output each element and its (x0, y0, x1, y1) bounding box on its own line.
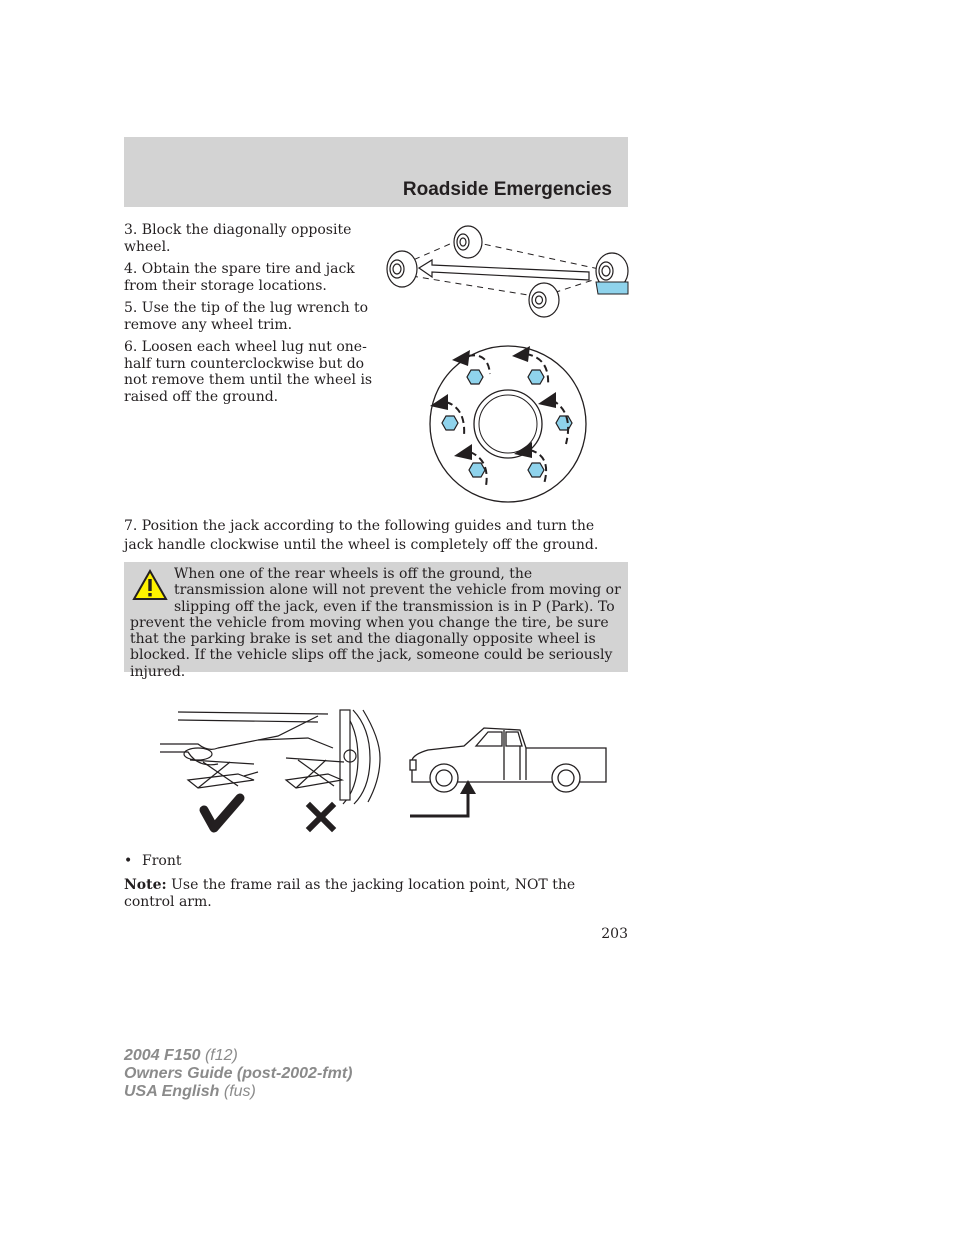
footer-guide: Owners Guide (post-2002-fmt) (124, 1065, 353, 1082)
note-label: Note: (124, 877, 167, 893)
page-number: 203 (601, 926, 628, 942)
note-text: Use the frame rail as the jacking location point, NOT the control arm. (124, 877, 576, 910)
footer-language-code: (fus) (219, 1083, 256, 1100)
warning-text: When one of the rear wheels is off the ground, the transmission alone will not prevent the vehicle from moving or slipping off the jack, even if the transmission is in P (Park). To prevent the vehicle from moving when you change the tire, be sure that the parking brake is set and the diagonally opposite wheel is blocked. If the vehicle slips off the jack, someone could be seriously injured. (130, 566, 621, 680)
lug-nut-illustration (426, 344, 590, 506)
x-mark-icon (310, 806, 332, 828)
footer-model: 2004 F150 (124, 1047, 201, 1064)
truck-illustration (408, 722, 612, 820)
step-3: 3. Block the diagonally opposite wheel. (124, 222, 352, 255)
step-7: 7. Position the jack according to the following guides and turn the jack handle clockwise until the wheel is completely off the ground. (124, 518, 599, 553)
footer-line-2 (124, 1065, 352, 1083)
section-title: Roadside Emergencies (402, 179, 612, 200)
warning-box (124, 562, 628, 680)
bullet-text: Front (142, 853, 182, 869)
footer-line-3 (124, 1083, 352, 1101)
footer-model-code: (f12) (200, 1047, 238, 1064)
footer-line-1 (124, 1047, 352, 1065)
step-5: 5. Use the tip of the lug wrench to remove any wheel trim. (124, 300, 369, 333)
wheel-block-illustration (384, 224, 632, 322)
footer (124, 1047, 352, 1101)
footer-language: USA English (124, 1083, 220, 1100)
jack-placement-illustration (158, 708, 388, 836)
header-band (124, 137, 628, 207)
bullet-front (124, 853, 181, 870)
step-6: 6. Loosen each wheel lug nut one-half turn counterclockwise but do not remove them until the wheel is raised off the ground. (124, 339, 373, 405)
bullet-symbol: • (124, 853, 133, 869)
warning-triangle-icon (132, 568, 168, 602)
steps-list (124, 222, 374, 411)
step-4: 4. Obtain the spare tire and jack from their storage locations. (124, 261, 355, 294)
check-mark-icon (204, 798, 240, 828)
note (124, 877, 624, 910)
